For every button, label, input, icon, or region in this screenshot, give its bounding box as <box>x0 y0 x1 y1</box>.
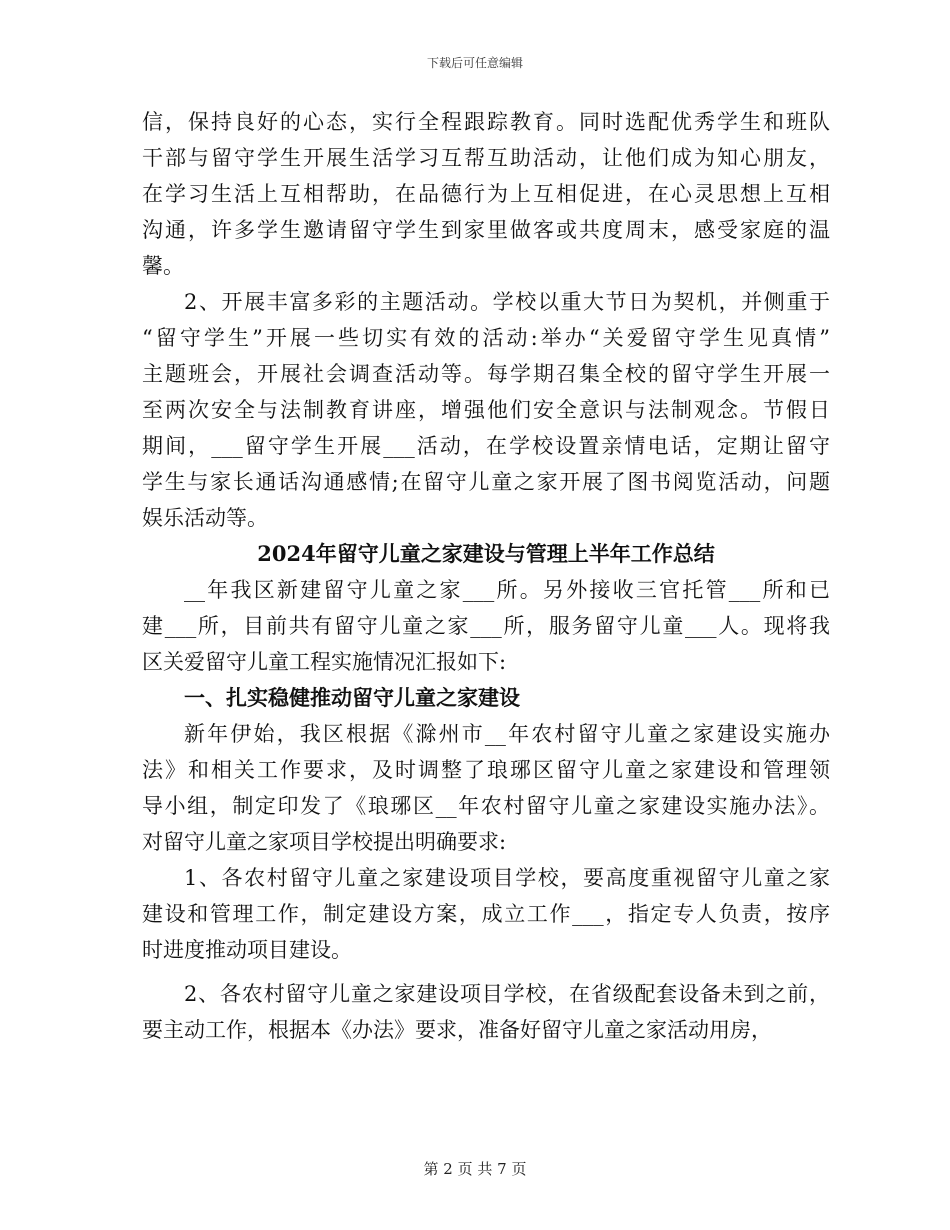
paragraph-line: 沟通，许多学生邀请留守学生到家里做客或共度周末，感受家庭的温 <box>142 218 830 242</box>
paragraph-line: 对留守儿童之家项目学校提出明确要求: <box>142 830 507 854</box>
paragraph-2 <box>142 284 830 536</box>
paragraph-line: 2、开展丰富多彩的主题活动。学校以重大节日为契机，并侧重于 <box>184 290 830 314</box>
paragraph-line: 法》和相关工作要求，及时调整了琅琊区留守儿童之家建设和管理领 <box>142 758 830 782</box>
paragraph-line: 区关爱留守儿童工程实施情况汇报如下: <box>142 650 507 674</box>
paragraph-line: 2、各农村留守儿童之家建设项目学校，在省级配套设备未到之前， <box>184 982 830 1006</box>
paragraph-line: 干部与留守学生开展生活学习互帮互助活动，让他们成为知心朋友， <box>142 146 830 170</box>
document-body <box>142 104 830 1048</box>
paragraph-line: 新年伊始，我区根据《滁州市__年农村留守儿童之家建设实施办 <box>184 722 830 746</box>
paragraph-line: 要主动工作，根据本《办法》要求，准备好留守儿童之家活动用房， <box>142 1018 772 1042</box>
paragraph-6 <box>142 976 830 1048</box>
paragraph-4 <box>142 716 830 860</box>
paragraph-line: 建___所，目前共有留守儿童之家___所，服务留守儿童___人。现将我 <box>142 614 830 638</box>
paragraph-line: 主题班会，开展社会调查活动等。每学期召集全校的留守学生开展一 <box>142 362 830 386</box>
paragraph-5 <box>142 860 830 968</box>
paragraph-line: 馨。 <box>142 254 184 278</box>
paragraph-line: 在学习生活上互相帮助，在品德行为上互相促进，在心灵思想上互相 <box>142 182 830 206</box>
paragraph-line: 建设和管理工作，制定建设方案，成立工作___，指定专人负责，按序 <box>142 902 830 926</box>
paragraph-line: 1、各农村留守儿童之家建设项目学校，要高度重视留守儿童之家 <box>184 866 830 890</box>
paragraph-line: “留守学生”开展一些切实有效的活动:举办“关爱留守学生见真情” <box>142 326 830 350</box>
paragraph-line: __年我区新建留守儿童之家___所。另外接收三官托管___所和已 <box>184 578 830 602</box>
paragraph-line: 期间，___留守学生开展___活动，在学校设置亲情电话，定期让留守 <box>142 434 830 458</box>
page-number: 第 2 页 共 7 页 <box>423 1160 527 1178</box>
paragraph-line: 导小组，制定印发了《琅琊区__年农村留守儿童之家建设实施办法》。 <box>142 794 830 818</box>
paragraph-1 <box>142 104 830 284</box>
paragraph-3 <box>142 572 830 680</box>
paragraph-line: 学生与家长通话沟通感情;在留守儿童之家开展了图书阅览活动，问题 <box>142 470 830 494</box>
section-title: 2024年留守儿童之家建设与管理上半年工作总结 <box>257 541 715 566</box>
page-header-note: 下载后可任意编辑 <box>426 56 523 70</box>
paragraph-line: 至两次安全与法制教育讲座，增强他们安全意识与法制观念。节假日 <box>142 398 830 422</box>
section-heading: 一、扎实稳健推动留守儿童之家建设 <box>184 685 520 710</box>
paragraph-line: 娱乐活动等。 <box>142 506 268 530</box>
paragraph-line: 信，保持良好的心态，实行全程跟踪教育。同时选配优秀学生和班队 <box>142 110 830 134</box>
paragraph-line: 时进度推动项目建设。 <box>142 938 352 962</box>
